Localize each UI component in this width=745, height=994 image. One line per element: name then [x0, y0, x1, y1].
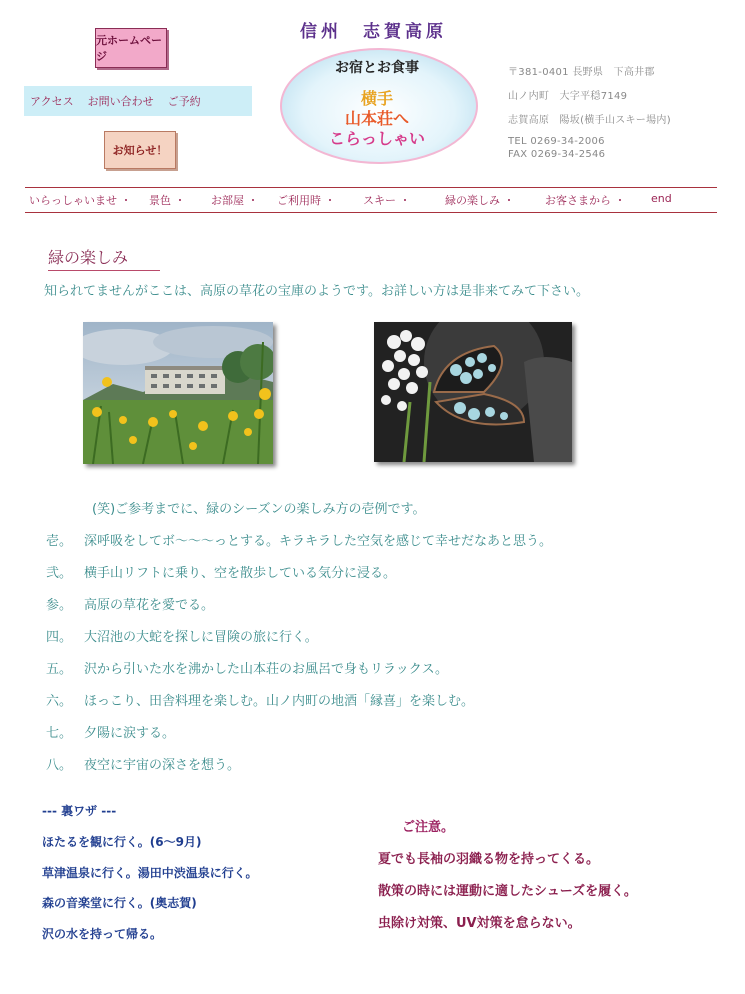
caution-item: 散策の時には運動に適したシューズを履く。 — [378, 884, 637, 899]
address-line-2: 山ノ内町 大字平穏7149 — [508, 91, 628, 102]
list-item — [46, 562, 396, 581]
nav-scenery[interactable]: 景色 ・ — [149, 194, 186, 207]
list-item — [46, 754, 240, 773]
list-item-text: 横手山リフトに乗り、空を散歩している気分に浸る。 — [84, 566, 397, 581]
banner-heading: お宿とお食事 — [335, 60, 419, 76]
list-item-number: 六。 — [46, 694, 73, 709]
caution-heading: ご注意。 — [402, 820, 455, 835]
list-item — [46, 530, 552, 549]
list-item — [46, 690, 474, 709]
list-item-text: ほっこり、田舎料理を楽しむ。山ノ内町の地酒「縁喜」を楽しむ。 — [84, 694, 475, 709]
list-item-number: 八。 — [46, 758, 73, 773]
fax-number: FAX 0269-34-2546 — [508, 149, 606, 160]
nav-green[interactable]: 緑の楽しみ ・ — [445, 194, 515, 207]
sub-nav — [24, 86, 252, 116]
sub-nav-reservation[interactable]: ご予約 — [167, 95, 201, 108]
list-item-number: 参。 — [46, 598, 73, 613]
site-title: 信州 志賀高原 — [300, 22, 447, 42]
nav-end[interactable]: end — [651, 192, 672, 205]
list-item — [46, 658, 448, 677]
caution-item: 夏でも長袖の羽織る物を持ってくる。 — [378, 852, 600, 867]
nav-guest-voices[interactable]: お客さまから ・ — [545, 194, 626, 207]
ura-waza-item: 草津温泉に行く。湯田中渋温泉に行く。 — [42, 866, 258, 880]
nav-bottom-rule — [25, 212, 717, 213]
address-line-3: 志賀高原 陽坂(横手山スキー場内) — [508, 115, 671, 126]
list-item-number: 四。 — [46, 630, 73, 645]
list-item — [46, 722, 175, 741]
sub-nav-contact[interactable]: お問い合わせ — [87, 95, 154, 108]
list-item — [46, 626, 318, 645]
sub-nav-access[interactable]: アクセス — [30, 95, 74, 108]
butterfly-photo — [374, 322, 572, 462]
list-item-number: 七。 — [46, 726, 73, 741]
list-item — [46, 594, 214, 613]
list-item-text: 深呼吸をしてボ～～～っとする。キラキラした空気を感じて幸せだなあと思う。 — [84, 534, 553, 549]
list-item-text: 夜空に宇宙の深さを想う。 — [84, 758, 241, 773]
section-intro: 知られてませんがここは、高原の草花の宝庫のようです。お詳しい方は是非来てみて下さい。 — [44, 284, 589, 299]
lily-field-photo — [83, 322, 273, 464]
address-line-1: 〒381-0401 長野県 下高井郡 — [508, 67, 655, 78]
list-item-text: 大沼池の大蛇を探しに冒険の旅に行く。 — [84, 630, 318, 645]
notice-button[interactable]: お知らせ！ — [104, 131, 176, 169]
ura-waza-heading: --- 裏ワザ --- — [42, 804, 117, 818]
tel-number: TEL 0269-34-2006 — [508, 136, 605, 147]
list-item-number: 壱。 — [46, 534, 73, 549]
ura-waza-item: 森の音楽堂に行く。(奥志賀) — [42, 896, 197, 910]
section-title: 緑の楽しみ — [48, 245, 160, 271]
nav-usage[interactable]: ご利用時 ・ — [277, 194, 336, 207]
ura-waza-item: 沢の水を持って帰る。 — [42, 927, 163, 941]
example-subheading: (笑)ご参考までに、緑のシーズンの楽しみ方の壱例です。 — [92, 502, 426, 517]
banner-line-1: 横手 — [360, 89, 393, 108]
nav-rooms[interactable]: お部屋 ・ — [211, 194, 259, 207]
list-item-text: 沢から引いた水を沸かした山本荘のお風呂で身もリラックス。 — [84, 662, 449, 677]
nav-top-rule — [25, 187, 717, 188]
banner-line-3: こらっしゃい — [328, 129, 425, 148]
nav-ski[interactable]: スキー ・ — [363, 194, 411, 207]
list-item-number: 五。 — [46, 662, 73, 677]
list-item-text: 夕陽に涙する。 — [84, 726, 176, 741]
nav-welcome[interactable]: いらっしゃいませ ・ — [29, 194, 132, 207]
ura-waza-item: ほたるを観に行く。(6～9月) — [42, 835, 202, 849]
list-item-number: 弐。 — [46, 566, 73, 581]
list-item-text: 高原の草花を愛でる。 — [84, 598, 215, 613]
main-nav — [29, 192, 719, 208]
caution-item: 虫除け対策、UV対策を怠らない。 — [378, 916, 581, 931]
banner-line-2: 山本荘へ — [344, 109, 409, 128]
home-page-button[interactable]: 元ホームページ — [95, 28, 167, 68]
